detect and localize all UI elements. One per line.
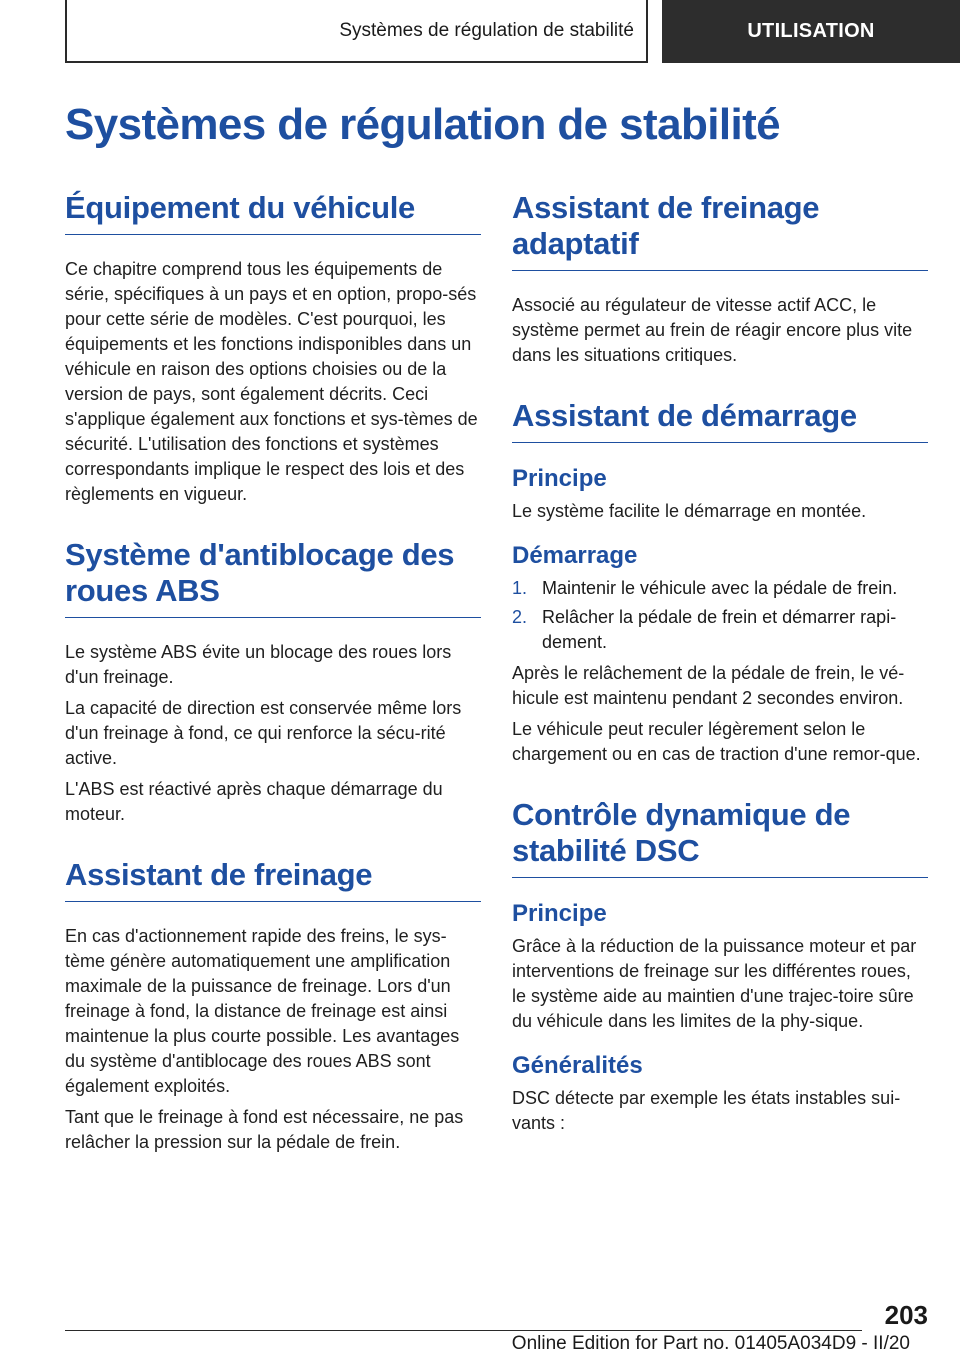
step-number: 2.: [512, 607, 528, 627]
step-number: 1.: [512, 578, 528, 598]
section-adaptive-brake: [512, 190, 928, 368]
header-chapter-box: [65, 0, 648, 63]
section-heading: Système d'antiblocage des roues ABS: [65, 537, 481, 618]
paragraph: Tant que le freinage à fond est nécessaire, ne pas relâcher la pression sur la pédale de frein.: [65, 1107, 464, 1152]
section-heading: Assistant de freinage: [65, 857, 481, 902]
paragraph: L'ABS est réactivé après chaque démarrage du moteur.: [65, 779, 443, 824]
section-heading: Assistant de démarrage: [512, 398, 928, 443]
list-item: [512, 576, 928, 601]
step-text: Relâcher la pédale de frein et démarrer rapi-dement.: [542, 607, 897, 652]
left-column: [65, 190, 481, 1185]
footer-divider: [65, 1330, 862, 1331]
header-section-tab: [662, 0, 960, 63]
list-item: [512, 605, 928, 655]
section-hill-start: [512, 398, 928, 767]
subsection-principe: [512, 900, 928, 1034]
section-dsc: [512, 797, 928, 1136]
subsection-demarrage: [512, 542, 928, 767]
paragraph: DSC détecte par exemple les états instables sui-vants :: [512, 1088, 901, 1133]
section-abs: [65, 537, 481, 827]
step-text: Maintenir le véhicule avec la pédale de frein.: [542, 578, 898, 598]
page-number: 203: [884, 1300, 928, 1330]
section-brake-assist: [65, 857, 481, 1155]
section-equipment: [65, 190, 481, 507]
right-column: [512, 190, 928, 1166]
subsection-heading: Principe: [512, 465, 607, 492]
subsection-heading: Démarrage: [512, 542, 638, 569]
section-heading: Équipement du véhicule: [65, 190, 481, 235]
subsection-heading: Généralités: [512, 1052, 643, 1079]
paragraph: Le système ABS évite un blocage des roues lors d'un freinage.: [65, 642, 452, 687]
header-chapter-title: Systèmes de régulation de stabilité: [339, 19, 634, 41]
paragraph: Après le relâchement de la pédale de frein, le vé-hicule est maintenu pendant 2 secondes environ.: [512, 663, 905, 708]
steps-list: [512, 576, 928, 655]
paragraph: En cas d'actionnement rapide des freins, le sys-tème génère automatiquement une amplification maximale de la puissance de freinage. Lors d'un freinage à fond, la distance de freinage est ainsi maintenue la plus courte possible. Les avantages du système d'antiblocage des roues ABS sont également exploités.: [65, 926, 460, 1096]
paragraph: Grâce à la réduction de la puissance moteur et par interventions de freinage sur les différentes roues, le système aide au maintien d'une trajec-toire sûre du véhicule dans les limites de la phy-sique.: [512, 936, 917, 1031]
paragraph: La capacité de direction est conservée même lors d'un freinage à fond, ce qui renforce la sécu-rité active.: [65, 698, 462, 768]
paragraph: Le système facilite le démarrage en montée.: [512, 501, 867, 521]
subsection-generalites: [512, 1052, 928, 1136]
subsection-principe: [512, 465, 928, 524]
section-heading: Assistant de freinage adaptatif: [512, 190, 928, 271]
paragraph: Le véhicule peut reculer légèrement selon le chargement ou en cas de traction d'une remor-que.: [512, 719, 921, 764]
header-section-label: UTILISATION: [747, 20, 875, 42]
page-title: Systèmes de régulation de stabilité: [65, 100, 781, 149]
paragraph: Associé au régulateur de vitesse actif ACC, le système permet au frein de réagir encore plus vite dans les situations critiques.: [512, 295, 913, 365]
subsection-heading: Principe: [512, 900, 607, 927]
paragraph: Ce chapitre comprend tous les équipements de série, spécifiques à un pays et en option, propo-sés pour cette série de modèles. C'est pourquoi, les équipements et les fonctions indisponibles dans un véhicule en raison des options choisies ou de la version de pays, sont également décrits. Ceci s'applique également aux fonctions et sys-tèmes de sécurité. L'utilisation des fonctions et systèmes correspondants implique le respect des lois et des règlements en vigueur.: [65, 259, 478, 504]
footer-edition: Online Edition for Part no. 01405A034D9 - II/20: [511, 1333, 910, 1354]
section-heading: Contrôle dynamique de stabilité DSC: [512, 797, 928, 878]
